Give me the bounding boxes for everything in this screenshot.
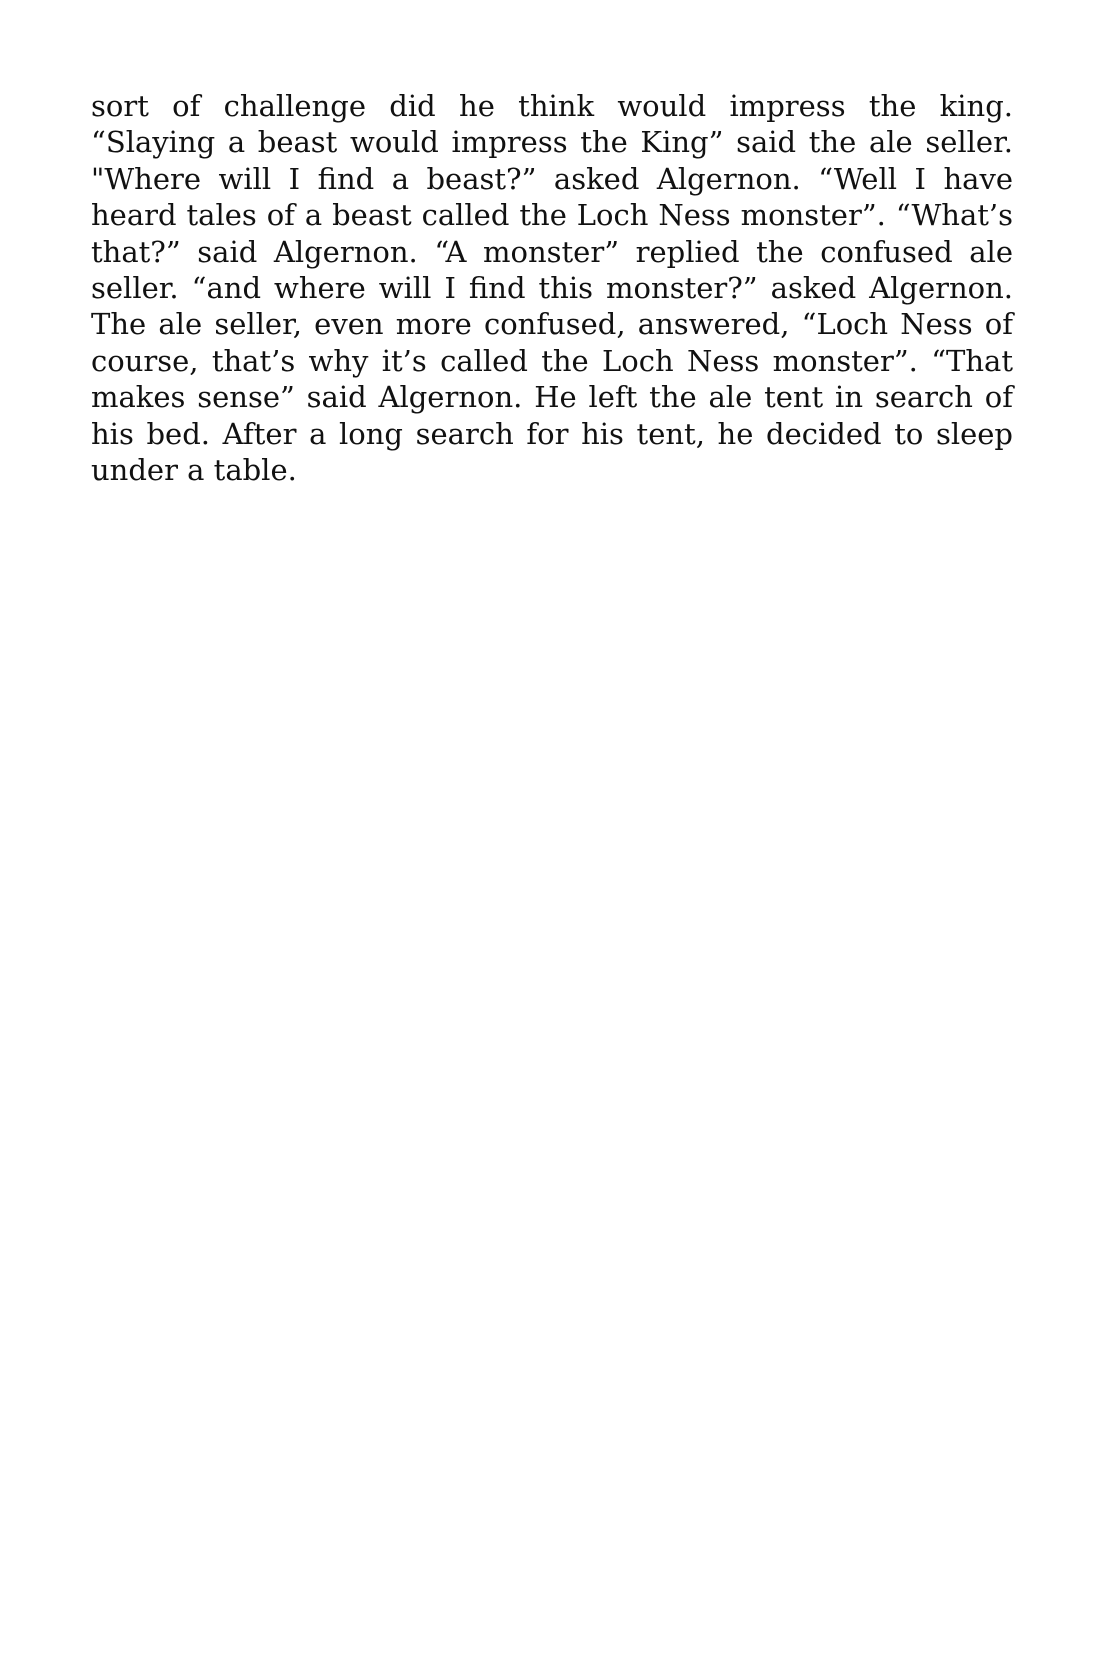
body-text xyxy=(91,88,1013,488)
story-paragraph: sort of challenge did he think would impress the king. “Slaying a beast would impress the King” said the ale seller. "Where will I find a beast?” asked Algernon. “Well I have heard tales of a beast called the Loch Ness monster”. “What’s that?” said Algernon. “A monster” replied the confused ale seller. “and where will I find this monster?” asked Algernon. The ale seller, even more confused, answered, “Loch Ness of course, that’s why it’s called the Loch Ness monster”. “That makes sense” said Algernon. He left the ale tent in search of his bed. After a long search for his tent, he decided to sleep under a table. xyxy=(91,89,1013,488)
